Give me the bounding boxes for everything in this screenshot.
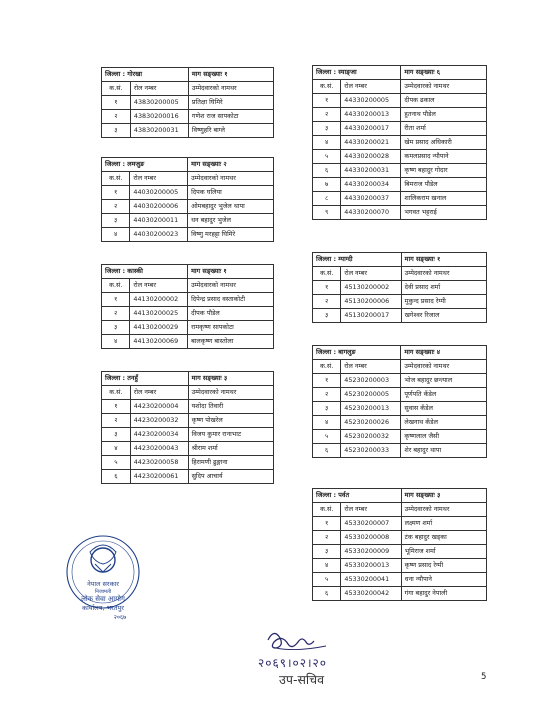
candidate-name-cell: पूर्णपति कँडेल: [401, 388, 487, 402]
serial-cell: १: [313, 281, 341, 295]
table-row: [313, 374, 487, 388]
roll-number-cell: 44330200028: [341, 150, 401, 164]
district-name-cell: जिल्ला : लमजुङ: [102, 158, 188, 172]
serial-cell: ३: [313, 402, 341, 416]
table-row: [102, 442, 274, 456]
candidate-name-cell: दिपक घलिया: [188, 186, 274, 200]
serial-cell: ६: [313, 587, 341, 601]
signature-date: २०६९।०२।२०: [258, 656, 328, 670]
candidate-name-cell: दीपक पौडेल: [188, 307, 274, 321]
roll-number-cell: 44030200023: [130, 228, 188, 242]
table-row: [102, 110, 274, 124]
candidate-name-cell: खगेश्वर रिजाल: [401, 309, 486, 323]
serial-cell: ३: [313, 122, 341, 136]
serial-cell: ४: [102, 228, 130, 242]
candidate-name-cell: श्रीराम शर्मा: [188, 442, 273, 456]
district-table: [312, 488, 487, 601]
table-row: [102, 307, 274, 321]
candidate-name-cell: मुकुन्द प्रसाद रेग्मी: [401, 295, 486, 309]
table-row: [313, 164, 487, 178]
stamp-line: निजामती: [94, 589, 112, 595]
candidate-name-cell: खेम प्रसाद अधिकारी: [401, 136, 487, 150]
candidate-name-cell: दीपक ढकाल: [401, 94, 487, 108]
district-name-cell: जिल्ला : स्याङ्जा: [313, 66, 401, 80]
district-table: [101, 67, 274, 138]
roll-header: रोल नम्बर: [341, 267, 401, 281]
table-row: [313, 388, 487, 402]
roll-number-cell: 45230200032: [341, 430, 401, 444]
serial-cell: २: [102, 307, 130, 321]
serial-cell: २: [313, 531, 341, 545]
serial-cell: ५: [313, 573, 341, 587]
office-stamp: [62, 530, 144, 622]
roll-number-cell: 44030200005: [130, 186, 188, 200]
seat-count-cell: माग सङ्ख्याः १: [188, 68, 273, 82]
serial-cell: १: [313, 374, 341, 388]
serial-cell: १: [313, 94, 341, 108]
table-row: [313, 281, 487, 295]
district-name-cell: जिल्ला : कास्की: [102, 265, 188, 279]
roll-header: रोल नम्बर: [130, 82, 188, 96]
table-row: [102, 456, 274, 470]
district-name-cell: जिल्ला : गोरखा: [102, 68, 189, 82]
roll-number-cell: 45230200003: [341, 374, 401, 388]
roll-number-cell: 45330200008: [341, 531, 401, 545]
candidate-name-cell: टंक बहादुर खड्का: [401, 531, 486, 545]
table-row: [313, 416, 487, 430]
roll-number-cell: 44230200043: [130, 442, 188, 456]
name-header: उम्मेदवारको नामथर: [401, 503, 486, 517]
signatory-designation: उप-सचिव: [279, 672, 325, 687]
roll-number-cell: 44230200004: [130, 400, 188, 414]
serial-cell: ३: [102, 124, 131, 138]
page-number: 5: [481, 672, 487, 682]
serial-cell: ३: [102, 428, 131, 442]
roll-number-cell: 44330200013: [341, 108, 401, 122]
candidate-name-cell: धना न्यौपाने: [401, 573, 486, 587]
table-row: [102, 293, 274, 307]
district-name-cell: जिल्ला : बागलुङ: [313, 346, 401, 360]
roll-number-cell: 45330200013: [341, 559, 401, 573]
name-header: उम्मेदवारको नामथर: [188, 172, 274, 186]
table-row: [313, 192, 487, 206]
serial-cell: ८: [313, 192, 341, 206]
stamp-line: लोक सेवा आयोग: [81, 595, 125, 603]
roll-number-cell: 45230200026: [341, 416, 401, 430]
candidate-name-cell: धन बहादुर भुजेल: [188, 214, 274, 228]
candidate-name-cell: कृष्ण प्रसाद रेग्मी: [401, 559, 486, 573]
district-name-cell: जिल्ला : म्याग्दी: [313, 253, 402, 267]
candidate-name-cell: बालकृष्ण बास्तोला: [188, 335, 274, 349]
candidate-name-cell: विष्णुहरि बाग्ले: [188, 124, 273, 138]
roll-number-cell: 44030200011: [130, 214, 188, 228]
table-row: [102, 400, 274, 414]
stamp-line: नेपाल सरकार: [87, 580, 119, 588]
district-table: [101, 264, 274, 349]
serial-cell: १: [102, 400, 131, 414]
roll-number-cell: 44130200002: [130, 293, 188, 307]
roll-number-cell: 43830200005: [130, 96, 188, 110]
table-row: [313, 430, 487, 444]
district-table: [101, 371, 274, 484]
serial-cell: ६: [313, 164, 341, 178]
candidate-name-cell: कृष्ण पोखरेल: [188, 414, 273, 428]
roll-number-cell: 44230200061: [130, 470, 188, 484]
seat-count-cell: माग सङ्ख्याः १: [401, 253, 486, 267]
table-row: [102, 414, 274, 428]
sn-header: क.सं.: [313, 503, 341, 517]
table-row: [313, 178, 487, 192]
serial-cell: १: [102, 96, 131, 110]
seat-count-cell: माग सङ्ख्याः ३: [401, 489, 486, 503]
roll-number-cell: 45230200013: [341, 402, 401, 416]
sn-header: क.सं.: [102, 172, 130, 186]
serial-cell: ९: [313, 206, 341, 220]
table-row: [102, 228, 274, 242]
roll-number-cell: 44230200034: [130, 428, 188, 442]
serial-cell: ३: [313, 545, 341, 559]
table-row: [313, 587, 487, 601]
table-row: [102, 214, 274, 228]
roll-number-cell: 44130200069: [130, 335, 188, 349]
serial-cell: ४: [102, 335, 130, 349]
seat-count-cell: माग सङ्ख्याः १: [188, 265, 274, 279]
table-row: [313, 531, 487, 545]
table-row: [102, 200, 274, 214]
candidate-name-cell: सुदिप आचार्य: [188, 470, 273, 484]
name-header: उम्मेदवारको नामथर: [401, 80, 487, 94]
table-row: [102, 428, 274, 442]
candidate-name-cell: विजय कुमार रानाभाट: [188, 428, 273, 442]
table-row: [102, 96, 274, 110]
serial-cell: ४: [313, 136, 341, 150]
serial-cell: ६: [102, 470, 131, 484]
name-header: उम्मेदवारको नामथर: [188, 386, 273, 400]
serial-cell: ३: [313, 309, 341, 323]
name-header: उम्मेदवारको नामथर: [401, 267, 486, 281]
serial-cell: २: [313, 388, 341, 402]
roll-number-cell: 44230200058: [130, 456, 188, 470]
serial-cell: ३: [102, 321, 130, 335]
candidate-name-cell: रीता शर्मा: [401, 122, 487, 136]
roll-number-cell: 44330200070: [341, 206, 401, 220]
candidate-name-cell: विष्णु मरहट्टा घिमिरे: [188, 228, 274, 242]
district-table: [312, 65, 487, 220]
candidate-name-cell: भूमिराज शर्मा: [401, 545, 486, 559]
table-row: [313, 206, 487, 220]
roll-number-cell: 45330200041: [341, 573, 401, 587]
roll-number-cell: 45330200009: [341, 545, 401, 559]
seat-count-cell: माग सङ्ख्याः ३: [188, 372, 273, 386]
sn-header: क.सं.: [313, 267, 341, 281]
table-row: [313, 150, 487, 164]
table-row: [102, 124, 274, 138]
serial-cell: २: [102, 414, 131, 428]
roll-header: रोल नम्बर: [130, 172, 188, 186]
serial-cell: २: [102, 110, 131, 124]
serial-cell: १: [313, 517, 341, 531]
candidate-name-cell: शेर बहादुर थापा: [401, 444, 487, 458]
serial-cell: ४: [102, 442, 131, 456]
roll-number-cell: 45330200007: [341, 517, 401, 531]
roll-number-cell: 45130200006: [341, 295, 401, 309]
serial-cell: ४: [313, 416, 341, 430]
candidate-name-cell: भोज बहादुर छन्त्याल: [401, 374, 487, 388]
seat-count-cell: माग सङ्ख्याः ६: [401, 66, 487, 80]
serial-cell: ५: [102, 456, 131, 470]
table-row: [313, 573, 487, 587]
roll-number-cell: 44030200006: [130, 200, 188, 214]
roll-number-cell: 44130200029: [130, 321, 188, 335]
serial-cell: ४: [313, 559, 341, 573]
candidate-name-cell: हिरामणी ढुङ्गाना: [188, 456, 273, 470]
serial-cell: ७: [313, 178, 341, 192]
serial-cell: ५: [313, 430, 341, 444]
table-row: [313, 94, 487, 108]
candidate-name-cell: हुतनाथ पौडेल: [401, 108, 487, 122]
roll-number-cell: 43830200016: [130, 110, 188, 124]
table-row: [313, 517, 487, 531]
district-table: [312, 252, 487, 323]
table-row: [313, 309, 487, 323]
candidate-name-cell: यशोदा तिवारी: [188, 400, 273, 414]
serial-cell: ५: [313, 150, 341, 164]
table-row: [313, 136, 487, 150]
district-table: [312, 345, 487, 458]
roll-number-cell: 45230200033: [341, 444, 401, 458]
serial-cell: १: [102, 186, 130, 200]
roll-number-cell: 45230200005: [341, 388, 401, 402]
table-row: [313, 122, 487, 136]
table-row: [313, 559, 487, 573]
candidate-name-cell: सुवास कँडेल: [401, 402, 487, 416]
sn-header: क.सं.: [313, 80, 341, 94]
candidate-name-cell: लक्ष्मण शर्मा: [401, 517, 486, 531]
seat-count-cell: माग सङ्ख्याः २: [188, 158, 274, 172]
roll-header: रोल नम्बर: [341, 503, 401, 517]
serial-cell: २: [102, 200, 130, 214]
roll-number-cell: 45130200017: [341, 309, 401, 323]
roll-number-cell: 44330200031: [341, 164, 401, 178]
table-row: [313, 295, 487, 309]
candidate-name-cell: कृष्णलाल जैसी: [401, 430, 487, 444]
name-header: उम्मेदवारको नामथर: [188, 279, 274, 293]
roll-header: रोल नम्बर: [341, 360, 401, 374]
candidate-name-cell: ओमबहादुर भुजेल थापा: [188, 200, 274, 214]
roll-number-cell: 44230200032: [130, 414, 188, 428]
roll-number-cell: 44330200005: [341, 94, 401, 108]
roll-number-cell: 44330200037: [341, 192, 401, 206]
candidate-name-cell: दिपेन्द्र प्रसाद वस्ताकोटी: [188, 293, 274, 307]
candidate-name-cell: देवी प्रसाद शर्मा: [401, 281, 486, 295]
sn-header: क.सं.: [313, 360, 341, 374]
seat-count-cell: माग सङ्ख्याः ४: [401, 346, 487, 360]
candidate-name-cell: शालिकराम खनाल: [401, 192, 487, 206]
district-name-cell: जिल्ला : तनहुँ: [102, 372, 189, 386]
roll-number-cell: 43830200031: [130, 124, 188, 138]
roll-number-cell: 45130200002: [341, 281, 401, 295]
serial-cell: २: [313, 108, 341, 122]
serial-cell: २: [313, 295, 341, 309]
candidate-name-cell: गणेश राज सापकोटा: [188, 110, 273, 124]
candidate-name-cell: प्रतिक्षा घिमिरे: [188, 96, 273, 110]
table-row: [102, 321, 274, 335]
roll-number-cell: 44330200017: [341, 122, 401, 136]
roll-number-cell: 44330200021: [341, 136, 401, 150]
table-row: [102, 470, 274, 484]
table-row: [313, 444, 487, 458]
roll-header: रोल नम्बर: [341, 80, 401, 94]
table-row: [102, 186, 274, 200]
stamp-line: २०६७: [113, 614, 127, 621]
candidate-name-cell: लेखनाथ कँडेल: [401, 416, 487, 430]
stamp-line: कार्यालय, भरतपुर: [82, 604, 124, 612]
table-row: [313, 402, 487, 416]
name-header: उम्मेदवारको नामथर: [188, 82, 273, 96]
roll-number-cell: 44130200025: [130, 307, 188, 321]
roll-header: रोल नम्बर: [130, 386, 188, 400]
table-row: [102, 335, 274, 349]
candidate-name-cell: रामकृष्ण सापकोटा: [188, 321, 274, 335]
sn-header: क.सं.: [102, 82, 131, 96]
sn-header: क.सं.: [102, 279, 130, 293]
candidate-name-cell: कमलप्रसाद न्यौपाने: [401, 150, 487, 164]
name-header: उम्मेदवारको नामथर: [401, 360, 487, 374]
serial-cell: १: [102, 293, 130, 307]
candidate-name-cell: बिमराज पौडेल: [401, 178, 487, 192]
sn-header: क.सं.: [102, 386, 131, 400]
candidate-name-cell: गंगा बहादुर नेपाली: [401, 587, 486, 601]
roll-number-cell: 45330200042: [341, 587, 401, 601]
district-name-cell: जिल्ला : पर्वत: [313, 489, 402, 503]
roll-number-cell: 44330200034: [341, 178, 401, 192]
table-row: [313, 108, 487, 122]
district-table: [101, 157, 274, 242]
serial-cell: ३: [102, 214, 130, 228]
serial-cell: ६: [313, 444, 341, 458]
candidate-name-cell: भगवत भट्टराई: [401, 206, 487, 220]
candidate-name-cell: कृष्ण बहादुर गोदार: [401, 164, 487, 178]
roll-header: रोल नम्बर: [130, 279, 188, 293]
table-row: [313, 545, 487, 559]
